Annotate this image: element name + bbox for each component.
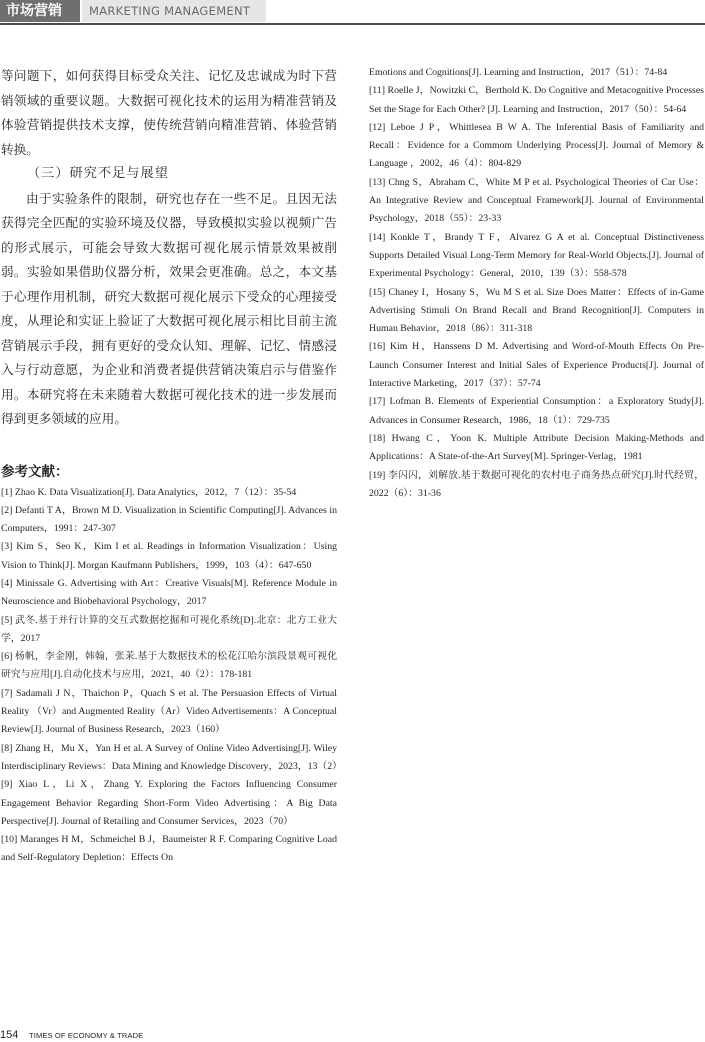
body-paragraph-1: 等问题下，如何获得目标受众关注、记忆及忠诚成为时下营销领域的重要议题。大数据可视化技术的运用为精准营销及体验营销提供技术支撑，使传统营销向精准营销、体验营销转换。 — [1, 68, 337, 157]
reference-item: [18] Hwang C，Yoon K. Multiple Attribute Decision Making-Methods and Applications：A State-of-the-Art Survey[M]. Springer-Verlag，1981 — [369, 432, 704, 463]
reference-item: [15] Chaney I，Hosany S，Wu M S et al. Size Does Matter：Effects of in-Game Advertising Stimuli On Brand Recall and Brand Recognition[J]. Computers in Human Behavior，2018（86）：311-318 — [369, 286, 704, 335]
reference-item: [4] Minissale G. Advertising with Art：Creative Visuals[M]. Reference Module in Neuroscience and Biobehavioral Psychology，2017 — [1, 577, 337, 608]
reference-item: [7] Sadamali J N，Thaichon P，Quach S et al. The Persuasion Effects of Virtual Reality （Vr）and Augmented Reality（Ar）Video Advertisements：A Conceptual Review[J]. Journal of Business Research，2023（160） — [1, 687, 337, 736]
reference-item: [11] Roelle J，Nowitzki C，Berthold K. Do Cognitive and Metacognitive Processes Set the Stage for Each Other? [J]. Learning and Instruction，2017（50）：54-64 — [369, 85, 704, 115]
section-label-cn: 市场营销 — [0, 0, 80, 22]
page-header — [0, 0, 705, 26]
reference-item: [12] Leboe J P，Whittlesea B W A. The Inferential Basis of Familiarity and Recall：Evidence for a Commom Underlying Process[J]. Journal of Memory & Language ，2002，46（4）：804-829 — [369, 121, 704, 170]
reference-item: [16] Kim H，Hanssens D M. Advertising and Word-of-Mouth Effects On Pre-Launch Consumer Interest and Initial Sales of Experience Products[J]. Journal of Interactive Marketing，2017（37）：57-74 — [369, 341, 704, 390]
reference-item: [6] 杨帆，李金刚，韩翰，张茉.基于大数据技术的松花江哈尔滨段景观可视化研究与应用[J].自动化技术与应用，2021，40（2）：178-181 — [1, 651, 337, 681]
reference-item: [14] Konkle T，Brandy T F，Alvarez G A et al. Conceptual Distinctiveness Supports Detailed Visual Long-Term Memory for Real-World Objects.[J]. Journal of Experimental Psychology：General，2010，139（3）：558-578 — [369, 231, 704, 280]
left-column — [1, 64, 342, 868]
reference-item: Emotions and Cognitions[J]. Learning and Instruction，2017（51）：74-84 — [369, 67, 668, 78]
reference-item: [2] Defanti T A，Brown M D. Visualization in Scientific Computing[J]. Advances in Computers，1991：247-307 — [1, 504, 337, 535]
right-column — [369, 64, 704, 503]
reference-item: [17] Lofman B. Elements of Experiential Consumption：a Exploratory Study[J]. Advances in Consumer Research，1986，18（1）：729-735 — [369, 396, 704, 426]
reference-item: [5] 武冬.基于并行计算的交互式数据挖掘和可视化系统[D].北京：北方工业大学，2017 — [1, 614, 337, 644]
header-divider — [0, 23, 705, 25]
reference-item: [1] Zhao K. Data Visualization[J]. Data Analytics，2012，7（12）：35-54 — [1, 486, 297, 498]
reference-item: [8] Zhang H，Mu X，Yan H et al. A Survey of Online Video Advertising[J]. Wiley Interdisciplinary Reviews：Data Mining and Knowledge Discovery，2023，13（2） — [1, 742, 342, 772]
section-subheading: （三）研究不足与展望 — [27, 166, 169, 181]
reference-item: [10] Maranges H M，Schmeichel B J，Baumeister R F. Comparing Cognitive Load and Self-Regulatory Depletion：Effects On — [1, 834, 337, 864]
references-title: 参考文献： — [1, 463, 69, 480]
section-label-en: MARKETING MANAGEMENT — [82, 0, 266, 22]
page-number: 154 — [0, 1029, 19, 1041]
reference-item: [9] Xiao L，Li X，Zhang Y. Exploring the Factors Influencing Consumer Engagement Behavior Regarding Short-Form Video Advertising：A Big Data Perspective[J]. Journal of Retailing and Consumer Services，2023（70） — [1, 779, 337, 827]
reference-item: [3] Kim S，Seo K，Kim I et al. Readings in Information Visualization：Using Vision to Think[J]. Morgan Kaufmann Publishers，1999，103（4）：647-650 — [1, 541, 337, 571]
reference-item: [19] 李闪闪，刘解放.基于数据可视化的农村电子商务热点研究[J].时代经贸，2022（6）：31-36 — [369, 469, 704, 499]
reference-item: [13] Chng S，Abraham C，White M P et al. Psychological Theories of Car Use：An Integrative Review and Conceptual Framework[J]. Journal of Environmental Psychology，2018（55）：23-33 — [369, 176, 704, 225]
body-paragraph-2: 由于实验条件的限制，研究也存在一些不足。且因无法获得完全匹配的实验环境及仪器，导致模拟实验以视频广告的形式展示，可能会导致大数据可视化展示情景效果被削弱。实验如果借助仪器分析，效果会更准确。总之，本文基于心理作用机制，研究大数据可视化展示下受众的心理接受度，从理论和实证上验证了大数据可视化展示相比目前主流营销展示手段，拥有更好的受众认知、理解、记忆、情感浸入与行动意愿，为企业和消费者提供营销决策启示与借鉴作用。本研究将在未来随着大数据可视化技术的进一步发展而得到更多领域的应用。 — [1, 190, 337, 426]
journal-name: TIMES OF ECONOMY & TRADE — [29, 1031, 144, 1040]
